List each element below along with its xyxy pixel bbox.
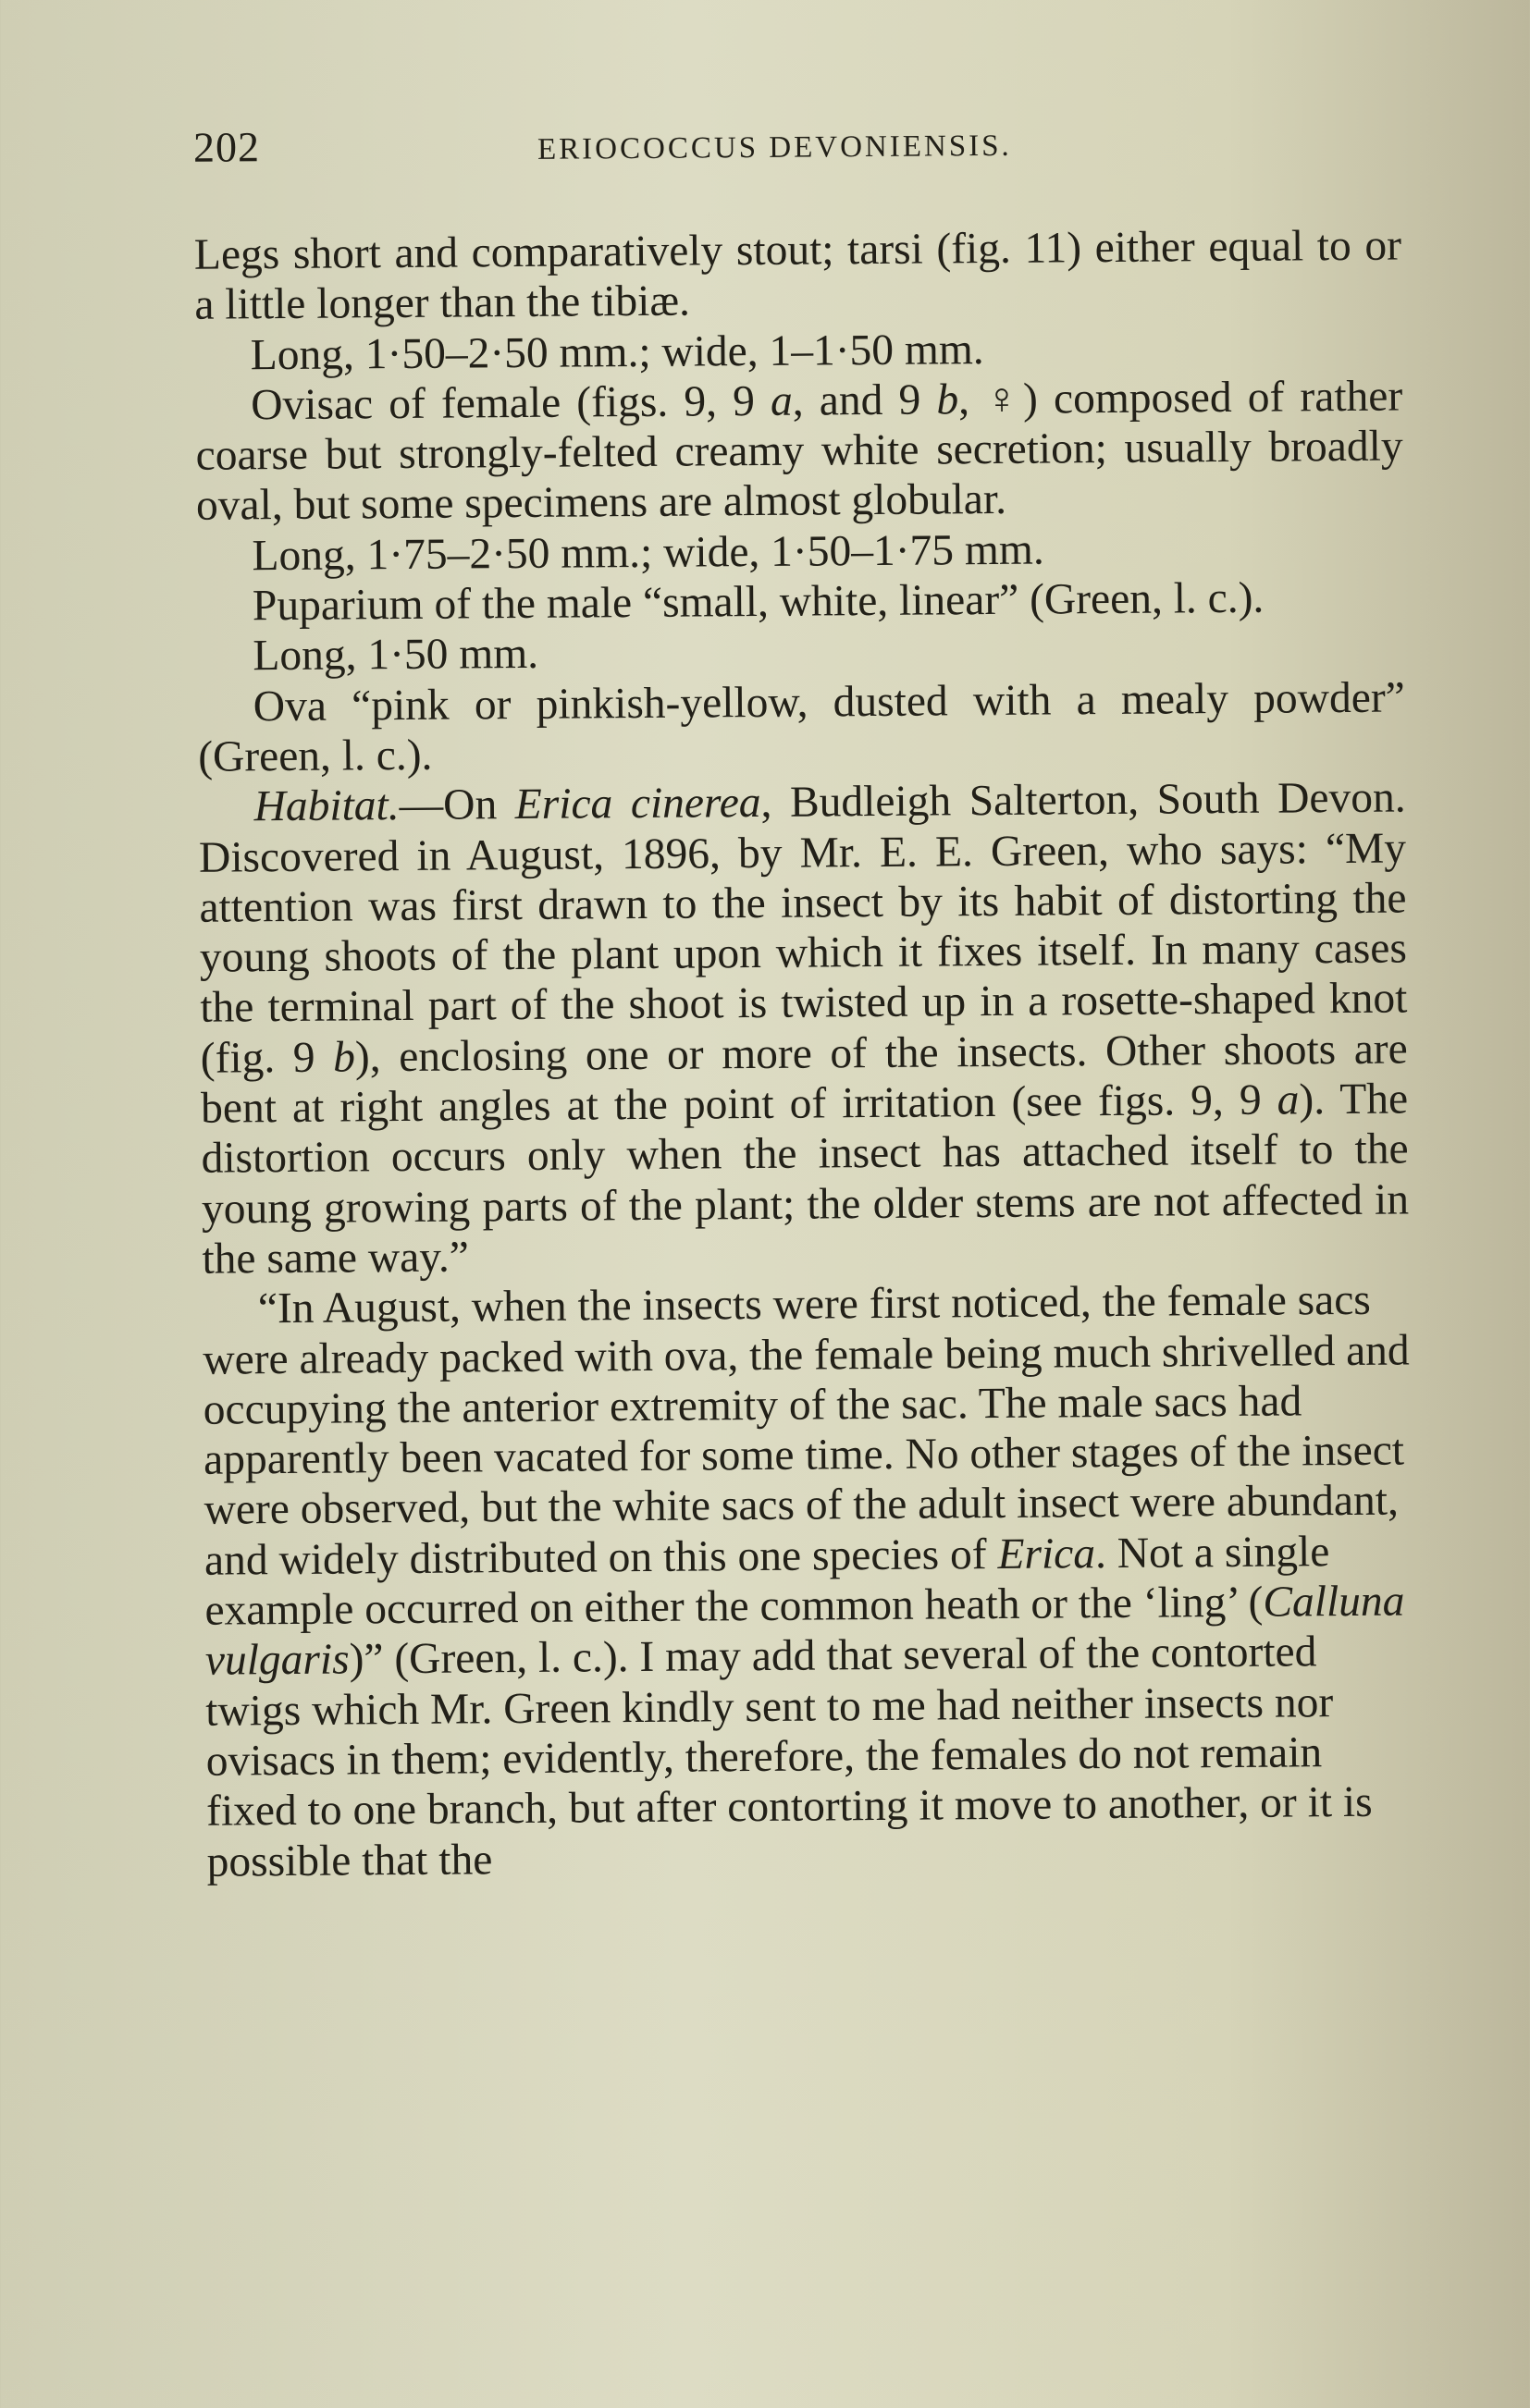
text-run: ). The distortion occurs only when the insect has attached itself to the young growing parts of the plant; the older stems are not affected in the same way.” [201,1075,1410,1284]
text-run: Legs short and comparatively stout; tarsi (fig. 11) either equal to or a little longer than the tibiæ. [193,221,1402,330]
text-run: , ♀) composed of rather coarse but strongly-felted creamy white secretion; usually broadly oval, but some specimens are almost globular. [195,372,1403,531]
text-run: . Not a single example occurred on either the common heath or the ‘ling’ ( [204,1527,1330,1635]
paragraph-legs [194,221,1402,331]
text-run: —On [399,780,515,830]
italic-text: b [332,1033,356,1082]
text-run: Ovisac of female (figs. 9, 9 [251,376,771,430]
paragraph-habitat [198,773,1409,1284]
text-run: , and 9 [792,375,937,425]
paragraph-ovisac [195,371,1403,531]
text-run: Long, 1·50 mm. [253,630,539,681]
italic-text: Erica cinerea [514,779,761,829]
italic-text: Erica [997,1529,1096,1579]
paragraph-puparium [197,572,1404,633]
italic-text: Habitat. [253,781,400,831]
text-run: Long, 1·50–2·50 mm.; wide, 1–1·50 mm. [250,325,984,379]
page-number: 202 [192,123,261,171]
text-run: ), enclosing one or more of the insects. Other shoots are bent at right angles at the point of irritation (see figs. 9, 9 [200,1025,1408,1133]
page-header [193,114,1397,188]
text-run: )” (Green, l. c.). I may add that several of the contorted twigs which Mr. Green kindly sent to me had neither insects nor ovisacs in them; evidently, therefore, the females do not remain fixed to one branch, but after contorting it move to another, or it is possible that the [205,1628,1373,1886]
text-run: Puparium of the male “small, white, linear” (Green, l. c.). [252,573,1265,631]
italic-text: a [770,376,793,425]
italic-text: b [936,375,959,424]
text-run: Long, 1·75–2·50 mm.; wide, 1·50–1·75 mm. [252,525,1044,581]
italic-text: a [1277,1075,1300,1124]
text-run: “In August, when the insects were first noticed, the female sacs were already packed with ova, the female being much shrivelled and occupying the anterior extremity of the sac. The male sacs had apparently been vacated for some time. No other stages of the insect were observed, but the white sacs of the adult insect were abundant, and widely distributed on this one species of [203,1276,1410,1585]
paragraph-august [203,1275,1414,1887]
body-text [194,221,1414,1887]
text-run: , Budleigh Salterton, South Devon. Discovered in August, 1896, by Mr. E. E. Green, who says: “My attention was first drawn to the insect by its habit of distorting the young shoots of the plant upon which it fixes itself. In many cases the terminal part of the shoot is twisted up in a rosette-shaped knot (fig. 9 [198,773,1408,1083]
running-title: ERIOCOCCUS DEVONIENSIS. [537,129,1012,166]
paragraph-ova [198,672,1406,782]
italic-text: Calluna vulgaris [204,1577,1405,1686]
text-run: Ova “pink or pinkish-yellow, dusted with a mealy powder” (Green, l. c.). [197,673,1405,781]
